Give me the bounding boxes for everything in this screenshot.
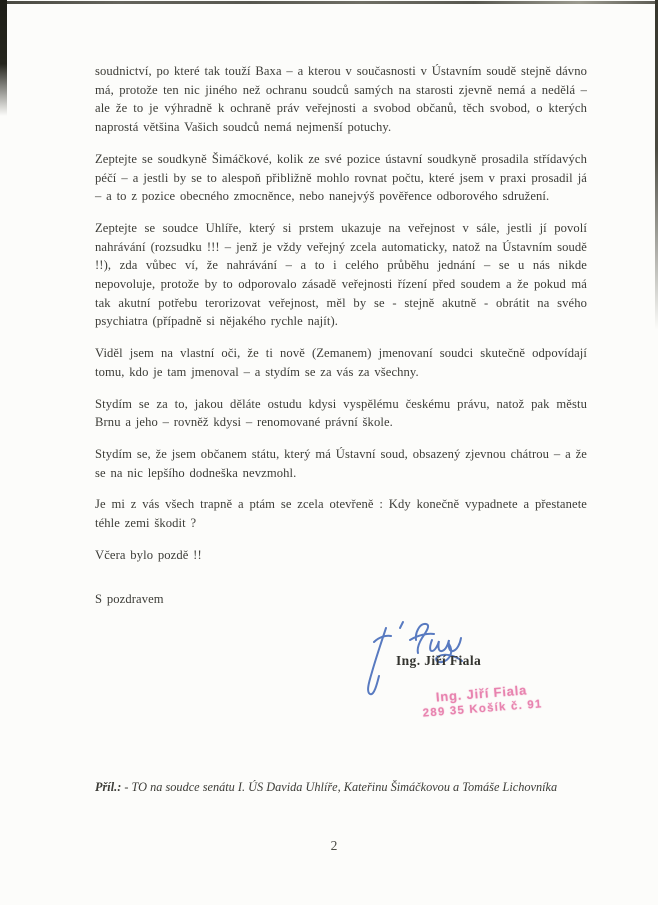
letter-paragraph: soudnictví, po které tak touží Baxa – a kterou v současnosti v Ústavním soudě stejně dávno má, protože ten nic jiného než ochranu soudců samých na starosti zjevně nemá a nedělá – ale že to je výhradně k ochraně práv veřejnosti a svobod občanů, těch svobod, o kterých naprostá většina Vašich soudců nemá nejmenší potuchy. (95, 64, 587, 135)
letter-paragraph: Zeptejte se soudce Uhlíře, který si prstem ukazuje na veřejnost v sále, jestli jí povolí nahrávání (rozsudku !!! – jenž je vždy veřejný zcela automaticky, natož na Ústavním soudě !!), zda vůbec ví, že nahrávání – a to i celého průběhu jednání – se u nás nikde nepovoluje, protože by to odporovalo zásadě veřejnosti řízení před soudem a že pokud má tak akutní potřebu terorizovat veřejnost, měl by se - stejně akutně - obrátit na svého psychiatra (případně si nějakého rychle najít). (95, 220, 587, 329)
stamp-address-line: 289 35 Košík č. 91 (422, 698, 543, 720)
letter-paragraph: Včera bylo pozdě !! (95, 547, 202, 562)
attachment-label: Příl.: (95, 780, 122, 794)
scan-artifact-top-edge (0, 1, 658, 4)
letter-closing: S pozdravem (95, 592, 164, 607)
scan-artifact-left-edge (0, 0, 7, 116)
letter-paragraph: Stydím se, že jsem občanem státu, který má Ústavní soud, obsazený zjevnou chátrou – a že se na nic lepšího dodneška nevzmohl. (95, 446, 587, 480)
letter-paragraph: Stydím se za to, jakou děláte ostudu kdysi vyspělému českému právu, natož pak městu Brnu a jeho – rovněž kdysi – renomované právní škole. (95, 396, 587, 430)
letter-body (95, 62, 587, 622)
page-number: 2 (330, 838, 338, 853)
stamp-name-line: Ing. Jiří Fiala (435, 682, 528, 705)
signer-typed-name: Ing. Jiří Fiala (396, 653, 482, 668)
letter-paragraph: Viděl jsem na vlastní oči, že ti nově (Zemanem) jmenovaní soudci skutečně odpovídají tomu, kdo je tam jmenoval – a stydím se za vás za všechny. (95, 346, 587, 379)
attachment-note (95, 780, 595, 795)
letter-paragraph: Je mi z vás všech trapně a ptám se zcela otevřeně : Kdy konečně vypadnete a přestanete téhle zemi škodit ? (95, 497, 587, 531)
attachment-text: - TO na soudce senátu I. ÚS Davida Uhlíře, Kateřinu Šimáčkovou a Tomáše Lichovníka (121, 780, 558, 794)
letter-paragraph: Zeptejte se soudkyně Šimáčkové, kolik ze své pozice ústavní soudkyně prosadila střídavých péčí – a jestli by se to alespoň přibližně mohlo rovnat počtu, které jsem v praxi prosadil já – a to z pozice obecného zmocněnce, nebo nanejvýš pověřence odborového sdružení. (95, 151, 587, 204)
